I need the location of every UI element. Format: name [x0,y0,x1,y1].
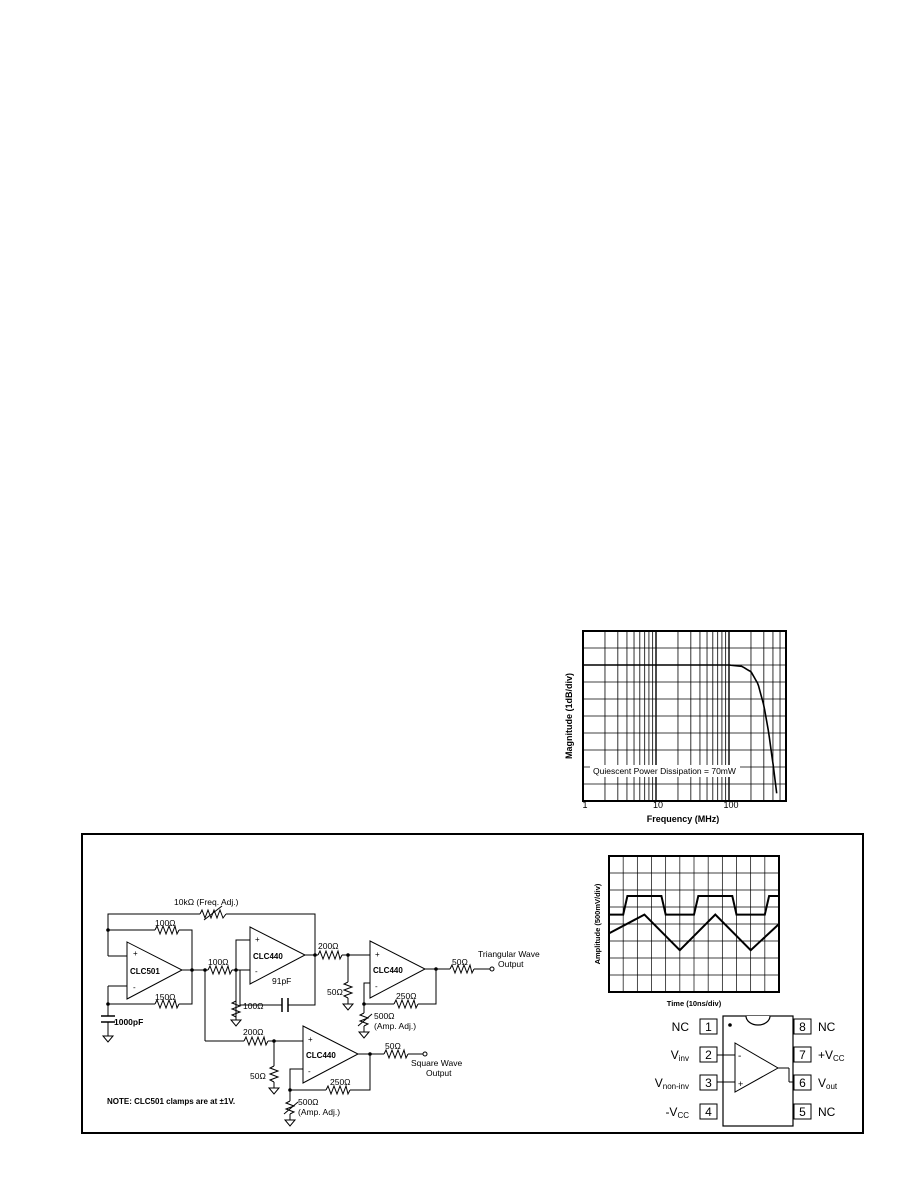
pin-3-label: Vnon-inv [654,1076,689,1091]
label-c1000: 1000pF [114,1017,144,1027]
scope-x-label: Time (10ns/div) [666,999,722,1008]
label-r150: 150Ω [155,992,176,1002]
x-tick-1: 1 [582,800,588,810]
pin-1-label: NC [671,1020,689,1034]
label-r50-b: 50Ω [250,1071,266,1081]
label-r100-top: 100Ω [155,918,176,928]
clc501-minus: - [133,983,136,992]
clc440a-label: CLC440 [253,952,283,961]
x-tick-100: 100 [723,800,739,810]
label-c91: 91pF [272,976,292,986]
freq-x-label: Frequency (MHz) [646,814,720,824]
clc440b-label: CLC440 [373,966,403,975]
clc440b-minus: - [375,982,378,991]
label-r500-a: 500Ω [374,1011,395,1021]
pin-6-label: Vout [818,1076,838,1091]
label-tri-out-1: Triangular Wave [478,949,540,959]
label-r500-b: 500Ω [298,1097,319,1107]
clc501-plus: + [133,949,138,958]
pin-4-label: -VCC [665,1105,689,1120]
x-tick-10: 10 [652,800,664,810]
label-r100-in: 100Ω [208,957,229,967]
pin1-dot [728,1023,732,1027]
label-tri-out-2: Output [498,959,524,969]
label-sq-out-1: Square Wave [411,1058,463,1068]
label-amp-adj-a: (Amp. Adj.) [374,1021,417,1031]
clc440a-plus: + [255,935,260,944]
label-r50-out-a: 50Ω [452,957,468,967]
label-r50-a: 50Ω [327,987,343,997]
clc440b-plus: + [375,950,380,959]
pin-5-label: NC [818,1105,836,1119]
clc440c-minus: - [308,1067,311,1076]
label-r250-a: 250Ω [396,991,417,1001]
pin-4-number: 4 [705,1105,712,1119]
label-r50-out-b: 50Ω [385,1041,401,1051]
freq-y-label: Magnitude (1dB/div) [564,673,574,759]
pin-3-number: 3 [705,1076,712,1090]
internal-plus: + [738,1079,744,1089]
pin-2-label: Vinv [670,1048,689,1063]
internal-minus: - [738,1051,742,1062]
clc440a-minus: - [255,967,258,976]
clc440c-label: CLC440 [306,1051,336,1060]
clc501-label: CLC501 [130,967,160,976]
label-10k-freq-adj: 10kΩ (Freq. Adj.) [174,897,239,907]
power-annotation: Quiescent Power Dissipation = 70mW [593,766,736,776]
pin-5-number: 5 [799,1105,806,1119]
label-amp-adj-b: (Amp. Adj.) [298,1107,341,1117]
ic-package [723,1016,793,1126]
label-r200-b: 200Ω [243,1027,264,1037]
label-r250-b: 250Ω [330,1077,351,1087]
pin-8-label: NC [818,1020,836,1034]
schematic-note: NOTE: CLC501 clamps are at ±1V. [107,1097,236,1106]
label-r100-gnd: 100Ω [243,1001,264,1011]
scope-y-label: Amplitude (500mV/div) [593,883,602,965]
pin-1-number: 1 [705,1020,712,1034]
label-sq-out-2: Output [426,1068,452,1078]
label-r200-a: 200Ω [318,941,339,951]
pin-6-number: 6 [799,1076,806,1090]
pin-2-number: 2 [705,1048,712,1062]
clc440c-plus: + [308,1035,313,1044]
pin-7-number: 7 [799,1048,806,1062]
pin-8-number: 8 [799,1020,806,1034]
pin-7-label: +VCC [818,1048,845,1063]
